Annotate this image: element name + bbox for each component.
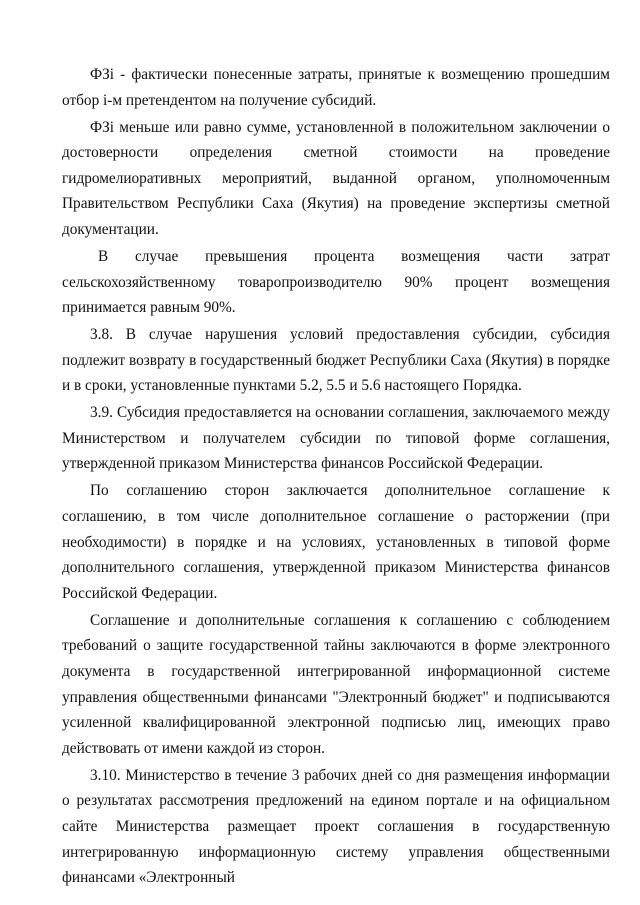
paragraph-3-10: 3.10. Министерство в течение 3 рабочих дней со дня размещения информации о результатах рассмотрения предложений на едином портале и на официальном сайте Министерства размещает проект соглашения в государственную интегрированную информационную систему управления общественными финансами «Электронный: [62, 766, 610, 887]
paragraph-3-8: 3.8. В случае нарушения условий предоставления субсидии, субсидия подлежит возврату в государственный бюджет Республики Саха (Якутия) в порядке и в сроки, установленные пунктами 5.2, 5.5 и 5.6 настоящего Порядка.: [62, 326, 610, 395]
paragraph-3-9: 3.9. Субсидия предоставляется на основании соглашения, заключаемого между Министерством и получателем субсидии по типовой форме соглашения, утвержденной приказом Министерства финансов Российской Федерации.: [62, 404, 610, 473]
paragraph-fzi-definition: ФЗi - фактически понесенные затраты, принятые к возмещению прошедшим отбор i-м претендентом на получение субсидий.: [62, 66, 610, 109]
paragraph-additional-agreement: По соглашению сторон заключается дополнительное соглашение к соглашению, в том числе дополнительное соглашение о расторжении (при необходимости) в порядке и на условиях, установленных в типовой форме дополнительного соглашения, утвержденной приказом Министерства финансов Российской Федерации.: [62, 482, 610, 602]
document-body: [62, 62, 610, 892]
paragraph-percent-cap: В случае превышения процента возмещения части затрат сельскохозяйственному товаропроизводителю 90% процент возмещения принимается равным 90%.: [62, 247, 610, 317]
paragraph-electronic-budget: Соглашение и дополнительные соглашения к соглашению с соблюдением требований о защите государственной тайны заключаются в форме электронного документа в государственной интегрированной информационной системе управления общественными финансами "Электронный бюджет" и подписываются усиленной квалифицированной электронной подписью лиц, имеющих право действовать от имени каждой из сторон.: [62, 611, 610, 757]
paragraph-fzi-limit: ФЗi меньше или равно сумме, установленной в положительном заключении о достоверности определения сметной стоимости на проведение гидромелиоративных мероприятий, выданной органом, уполномоченным Правительством Республики Саха (Якутия) на проведение экспертизы сметной документации.: [62, 118, 610, 238]
